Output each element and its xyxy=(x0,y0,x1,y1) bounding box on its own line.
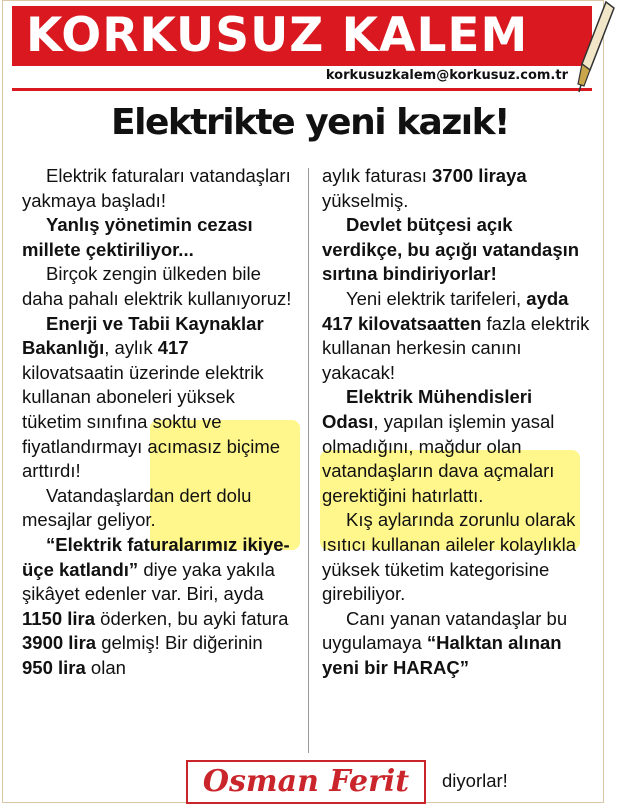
bold-text: 3900 lira xyxy=(22,632,97,654)
bold-text: Enerji ve Tabii Kaynaklar Bakanlığı xyxy=(22,312,264,359)
bold-text: Elektrik Mühendisleri Odası xyxy=(322,386,533,432)
bold-text: 417 xyxy=(157,337,189,359)
text: Canı yanan vatandaşlar bu uygulamaya xyxy=(322,607,568,654)
paragraph xyxy=(322,287,592,385)
bold-text: “Elektrik faturalarımız ikiye-üçe katlandı” xyxy=(22,533,290,580)
paragraph xyxy=(322,607,592,681)
paragraph xyxy=(22,312,292,484)
text: yükselmiş. xyxy=(322,189,409,211)
text: fazla elektrik kullanan herkesin canını yakacak! xyxy=(322,312,590,383)
brand-title: KORKUSUZ KALEM xyxy=(26,8,529,63)
text: diye yaka yakıla şikâyet edenler var. Biri, ayda xyxy=(22,558,275,605)
text: gelmiş! Bir diğerinin xyxy=(96,632,263,654)
bold-text: 950 lira xyxy=(22,656,86,678)
paragraph xyxy=(322,164,592,213)
column-right xyxy=(322,164,592,680)
column-divider xyxy=(308,168,309,753)
text: , aylık xyxy=(104,337,158,359)
text: olan xyxy=(85,656,126,678)
paragraph: Yanlış yönetimin cezası millete çektiriliyor... xyxy=(22,214,253,260)
closing-text: diyorlar! xyxy=(442,770,508,791)
column-left xyxy=(22,164,292,680)
bold-text: 1150 lira xyxy=(22,607,96,629)
paragraph: Devlet bütçesi açık verdikçe, bu açığı vatandaşın sırtına bindiriyorlar! xyxy=(322,214,580,285)
paragraph xyxy=(22,533,292,681)
bold-text: “Halktan alınan yeni bir HARAÇ” xyxy=(322,632,562,678)
paragraph: Birçok zengin ülkeden bile daha pahalı elektrik kullanıyoruz! xyxy=(22,263,292,309)
paragraph: Elektrik faturaları vatandaşları yakmaya başladı! xyxy=(22,165,291,211)
paragraph: Kış aylarında zorunlu olarak ısıtıcı kullanan aileler kolaylıkla yüksek tüketim kategorisine girebiliyor. xyxy=(322,509,576,605)
text: , yapılan işlemin yasal olmadığını, mağdur olan vatandaşların dava açmaları gerektiğini hatırlattı. xyxy=(322,410,555,506)
paragraph xyxy=(322,385,592,508)
fountain-pen-icon xyxy=(576,0,616,95)
text: kilovatsaatin üzerinde elektrik kullanan aboneleri yüksek tüketim sınıfına soktu ve fiyatlandırmayı acımasız biçime arttırdı! xyxy=(22,361,281,482)
paragraph: Vatandaşlardan dert dolu mesajlar geliyor. xyxy=(22,484,252,531)
bold-text: 3700 liraya xyxy=(432,165,527,186)
author-name: Osman Ferit xyxy=(202,764,410,799)
author-email[interactable]: korkusuzkalem@korkusuz.com.tr xyxy=(325,68,568,83)
text: Yeni elektrik tarifeleri, xyxy=(346,287,527,309)
author-byline xyxy=(186,760,426,804)
text: aylık faturası xyxy=(322,165,433,186)
text: öderken, bu ayki fatura xyxy=(95,607,289,629)
bold-text: ayda 417 kilovatsaatten xyxy=(322,287,569,334)
headline: Elektrikte yeni kazık! xyxy=(111,102,509,143)
